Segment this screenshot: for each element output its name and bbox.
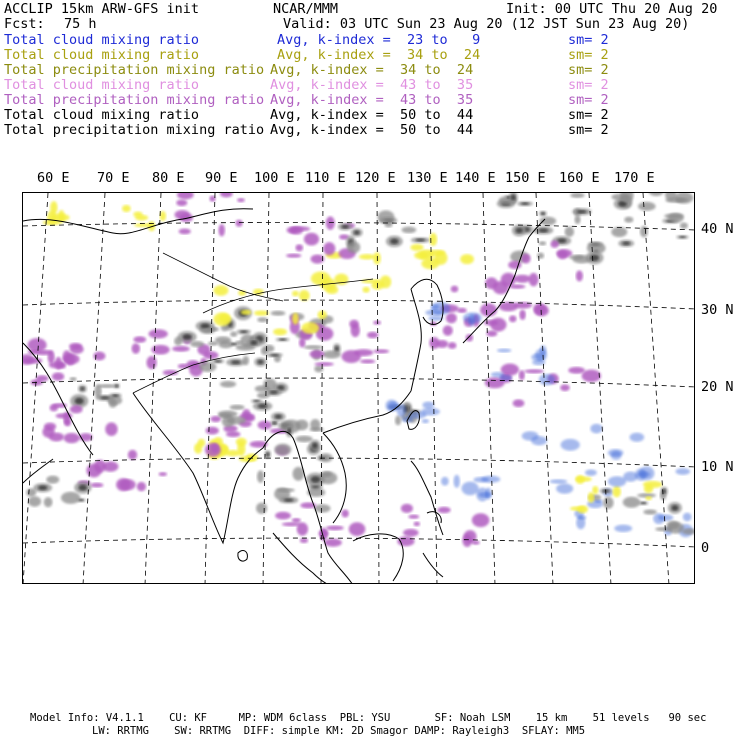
lon-label-9: 140 E <box>455 170 496 186</box>
mid-cloud-patch <box>70 405 83 413</box>
mid-cloud-patch <box>360 359 375 363</box>
fcst-value: 75 h <box>64 16 97 32</box>
mid-cloud-patch <box>556 249 572 257</box>
precip-cloud-patch <box>575 215 581 224</box>
mid-cloud-patch <box>560 384 570 391</box>
heavy-precip-core <box>354 230 360 234</box>
high-cloud-patch <box>588 492 595 503</box>
high-cloud-patch <box>292 291 299 297</box>
mid-cloud-patch <box>414 522 421 526</box>
mid-cloud-patch <box>466 334 474 341</box>
precip-cloud-patch <box>569 255 584 260</box>
precip-cloud-patch <box>271 311 286 316</box>
low-cloud-patch <box>556 483 573 493</box>
heavy-precip-core <box>679 236 685 238</box>
heavy-precip-core <box>416 239 426 242</box>
mid-cloud-patch <box>64 433 80 443</box>
map-canvas <box>23 193 695 584</box>
high-cloud-patch <box>50 201 57 214</box>
mid-cloud-patch <box>472 541 480 545</box>
heavy-precip-core <box>79 485 88 491</box>
mid-cloud-patch <box>326 216 335 229</box>
field-row-4-name: Total cloud mixing ratio <box>4 77 200 93</box>
mid-cloud-patch <box>342 350 362 363</box>
lon-label-3: 80 E <box>152 170 185 186</box>
mid-cloud-patch <box>52 372 64 380</box>
mid-cloud-patch <box>443 325 453 335</box>
lat-label-2: 30 N <box>701 302 734 318</box>
lon-label-7: 120 E <box>355 170 396 186</box>
high-cloud-patch <box>299 290 310 301</box>
heavy-precip-core <box>115 385 118 388</box>
mid-cloud-patch <box>49 432 64 441</box>
low-cloud-patch <box>481 476 500 483</box>
low-cloud-patch <box>550 479 568 483</box>
mid-cloud-patch <box>275 512 291 520</box>
field-row-3-avg: Avg, k-index = 34 to 24 <box>270 62 474 78</box>
precip-cloud-patch <box>276 488 294 492</box>
mid-cloud-patch <box>137 482 146 491</box>
heavy-precip-core <box>279 339 286 341</box>
mid-cloud-patch <box>324 539 342 547</box>
high-cloud-patch <box>122 205 131 212</box>
mid-cloud-patch <box>484 320 498 326</box>
field-row-5-name: Total precipitation mixing ratio <box>4 92 265 108</box>
mid-cloud-patch <box>315 362 334 366</box>
lon-label-4: 90 E <box>205 170 238 186</box>
precip-cloud-patch <box>539 241 546 245</box>
precip-cloud-patch <box>539 217 556 226</box>
heavy-precip-core <box>671 505 678 511</box>
lon-label-10: 150 E <box>505 170 546 186</box>
high-cloud-patch <box>575 476 592 481</box>
init-time: Init: 00 UTC Thu 20 Aug 20 <box>506 1 718 17</box>
precip-cloud-patch <box>256 503 267 514</box>
high-cloud-patch <box>592 486 598 494</box>
low-cloud-patch <box>479 492 493 497</box>
precip-cloud-patch <box>46 476 59 484</box>
precip-cloud-patch <box>230 405 245 410</box>
mid-cloud-patch <box>576 270 583 281</box>
mid-cloud-patch <box>550 240 559 248</box>
field-row-7-avg: Avg, k-index = 50 to 44 <box>270 122 474 138</box>
mid-cloud-patch <box>509 315 517 322</box>
high-cloud-patch <box>241 310 252 315</box>
mid-cloud-patch <box>218 224 224 236</box>
high-cloud-patch <box>359 254 375 260</box>
low-cloud-patch <box>497 348 511 352</box>
heavy-precip-core <box>182 334 191 340</box>
field-row-2-name: Total cloud mixing ratio <box>4 47 200 63</box>
mid-cloud-patch <box>176 200 187 207</box>
mid-cloud-patch <box>448 342 457 349</box>
heavy-precip-core <box>335 346 339 351</box>
low-cloud-patch <box>683 513 692 522</box>
field-row-1-sm: sm= 2 <box>568 32 609 48</box>
mid-cloud-patch <box>514 275 531 283</box>
mid-cloud-patch <box>282 522 301 526</box>
heavy-precip-core <box>215 360 221 362</box>
precip-cloud-patch <box>274 444 291 456</box>
precip-cloud-patch <box>257 470 264 482</box>
mid-cloud-patch <box>63 412 70 425</box>
heavy-precip-core <box>270 354 278 356</box>
mid-cloud-patch <box>36 350 52 355</box>
low-cloud-patch <box>561 439 580 451</box>
heavy-precip-core <box>312 443 317 449</box>
high-cloud-patch <box>214 312 232 326</box>
field-row-3-sm: sm= 2 <box>568 62 609 78</box>
high-cloud-patch <box>643 481 662 488</box>
heavy-precip-core <box>266 452 269 456</box>
valid-time: Valid: 03 UTC Sun 23 Aug 20 (12 JST Sun 23 Aug 20) <box>283 16 690 32</box>
heavy-precip-core <box>511 194 515 200</box>
low-cloud-patch <box>608 476 626 487</box>
mid-cloud-patch <box>349 320 359 329</box>
mid-cloud-patch <box>446 313 457 323</box>
high-cloud-patch <box>237 442 245 456</box>
mid-cloud-patch <box>485 277 498 289</box>
high-cloud-patch <box>311 272 331 286</box>
low-cloud-patch <box>531 436 547 445</box>
high-cloud-patch <box>613 486 621 497</box>
mid-cloud-patch <box>342 509 349 517</box>
mid-cloud-patch <box>292 518 301 523</box>
heavy-precip-core <box>275 414 282 418</box>
mid-cloud-patch <box>290 226 303 234</box>
mid-cloud-patch <box>63 354 80 365</box>
field-row-6-sm: sm= 2 <box>568 107 609 123</box>
field-row-1-avg: Avg, k-index = 23 to 9 <box>277 32 481 48</box>
precip-cloud-patch <box>323 350 341 358</box>
mid-cloud-patch <box>367 332 378 338</box>
mid-cloud-patch <box>36 375 49 381</box>
mid-cloud-patch <box>179 229 191 235</box>
precip-cloud-patch <box>668 213 684 223</box>
mid-cloud-patch <box>235 220 242 227</box>
mid-cloud-patch <box>300 538 308 543</box>
high-cloud-patch <box>292 313 299 325</box>
mid-cloud-patch <box>128 450 137 460</box>
low-cloud-patch <box>422 419 429 423</box>
mid-cloud-patch <box>177 193 194 199</box>
field-row-5-sm: sm= 2 <box>568 92 609 108</box>
field-row-7-sm: sm= 2 <box>568 122 609 138</box>
heavy-precip-core <box>80 387 85 391</box>
mid-cloud-patch <box>524 369 544 373</box>
heavy-precip-core <box>231 360 241 364</box>
heavy-precip-core <box>250 340 257 345</box>
mid-cloud-patch <box>258 421 272 430</box>
mid-cloud-patch <box>159 472 168 476</box>
mid-cloud-patch <box>513 399 525 407</box>
low-cloud-patch <box>577 515 586 519</box>
fcst-label: Fcst: <box>4 16 45 32</box>
lon-label-8: 130 E <box>407 170 448 186</box>
low-cloud-patch <box>635 469 646 481</box>
lat-label-3: 20 N <box>701 379 734 395</box>
mid-cloud-patch <box>210 416 221 422</box>
precip-cloud-patch <box>623 497 641 508</box>
mid-cloud-patch <box>451 286 459 293</box>
low-cloud-patch <box>608 449 623 457</box>
precip-cloud-patch <box>611 227 627 237</box>
mid-cloud-patch <box>94 460 106 473</box>
precip-cloud-patch <box>537 253 544 259</box>
high-cloud-patch <box>362 287 369 293</box>
mid-cloud-patch <box>326 526 344 531</box>
lat-label-4: 10 N <box>701 459 734 475</box>
precip-cloud-patch <box>226 416 246 424</box>
precip-cloud-patch <box>190 341 204 347</box>
field-row-6-avg: Avg, k-index = 50 to 44 <box>270 107 474 123</box>
heavy-precip-core <box>521 202 529 205</box>
heavy-precip-core <box>311 476 320 483</box>
lon-label-1: 60 E <box>37 170 70 186</box>
low-cloud-patch <box>539 374 555 385</box>
precip-cloud-patch <box>257 317 268 322</box>
high-cloud-patch <box>460 254 474 264</box>
mid-cloud-patch <box>172 346 190 352</box>
precip-cloud-patch <box>640 226 648 238</box>
high-cloud-patch <box>198 439 206 447</box>
heavy-precip-core <box>590 255 599 261</box>
heavy-precip-core <box>577 210 587 214</box>
high-cloud-patch <box>273 328 287 335</box>
field-row-1-name: Total cloud mixing ratio <box>4 32 200 48</box>
lon-label-2: 70 E <box>97 170 130 186</box>
mid-cloud-patch <box>462 534 472 547</box>
heavy-precip-core <box>622 242 630 246</box>
precip-cloud-patch <box>295 420 308 431</box>
high-cloud-patch <box>301 322 319 333</box>
low-cloud-patch <box>422 401 434 408</box>
mid-cloud-patch <box>401 504 413 513</box>
mid-cloud-patch <box>226 431 240 437</box>
mid-cloud-patch <box>148 329 167 338</box>
heavy-precip-core <box>100 396 109 399</box>
mid-cloud-patch <box>286 254 301 258</box>
mid-cloud-patch <box>237 198 245 202</box>
precip-cloud-patch <box>215 336 231 343</box>
heavy-precip-core <box>541 212 545 215</box>
precip-cloud-patch <box>199 362 216 372</box>
model-info-line1: Model Info: V4.1.1 CU: KF MP: WDM 6class PBL: YSU SF: Noah LSM 15 km 51 levels 90 sec <box>30 712 707 724</box>
heavy-precip-core <box>200 323 209 328</box>
precip-cloud-patch <box>638 202 656 211</box>
mid-cloud-patch <box>295 244 303 251</box>
high-cloud-patch <box>214 285 229 296</box>
heavy-precip-core <box>341 225 348 229</box>
lat-label-5: 0 <box>701 540 710 556</box>
mid-cloud-patch <box>472 513 490 527</box>
precip-cloud-patch <box>395 416 401 426</box>
mid-cloud-patch <box>90 483 103 488</box>
mid-cloud-patch <box>205 443 221 457</box>
precip-cloud-patch <box>203 328 212 333</box>
mid-cloud-patch <box>436 340 448 348</box>
precip-cloud-patch <box>643 509 656 514</box>
field-row-4-avg: Avg, k-index = 43 to 35 <box>270 77 474 93</box>
precip-cloud-patch <box>377 210 394 223</box>
high-cloud-patch <box>410 244 423 251</box>
lon-label-6: 110 E <box>305 170 346 186</box>
lon-label-12: 170 E <box>614 170 655 186</box>
precip-cloud-patch <box>648 193 664 196</box>
lon-label-11: 160 E <box>559 170 600 186</box>
heavy-precip-core <box>272 422 276 425</box>
precip-cloud-patch <box>624 217 633 223</box>
high-cloud-patch <box>570 506 585 510</box>
mid-cloud-patch <box>242 409 250 419</box>
field-row-5-avg: Avg, k-index = 43 to 35 <box>270 92 474 108</box>
heavy-precip-core <box>232 343 237 345</box>
low-cloud-patch <box>675 468 690 475</box>
precip-cloud-patch <box>61 492 80 504</box>
heavy-precip-core <box>641 502 646 504</box>
precip-cloud-patch <box>304 345 323 349</box>
mid-cloud-patch <box>529 273 539 287</box>
precip-cloud-patch <box>44 497 53 507</box>
mid-cloud-patch <box>349 522 366 536</box>
low-cloud-patch <box>425 310 442 316</box>
precip-cloud-patch <box>676 198 689 202</box>
mid-cloud-patch <box>519 370 525 380</box>
precip-cloud-patch <box>347 241 360 253</box>
low-cloud-patch <box>469 314 475 326</box>
heavy-precip-core <box>240 330 247 333</box>
lat-label-1: 40 N <box>701 221 734 237</box>
mid-cloud-patch <box>568 367 585 374</box>
field-row-2-sm: sm= 2 <box>568 47 609 63</box>
high-cloud-patch <box>254 310 269 315</box>
low-cloud-patch <box>614 525 632 532</box>
mid-cloud-patch <box>146 356 156 369</box>
heavy-precip-core <box>284 498 294 502</box>
low-cloud-patch <box>461 482 478 496</box>
low-cloud-patch <box>499 375 512 381</box>
field-row-3-name: Total precipitation mixing ratio <box>4 62 265 78</box>
heavy-precip-core <box>516 228 523 234</box>
mid-cloud-patch <box>403 529 419 537</box>
mid-cloud-patch <box>323 242 335 255</box>
heavy-precip-core <box>79 499 83 501</box>
precip-cloud-patch <box>315 504 331 513</box>
precip-cloud-patch <box>230 331 237 336</box>
mid-cloud-patch <box>28 338 47 352</box>
low-cloud-patch <box>454 475 460 488</box>
precip-cloud-patch <box>587 242 606 254</box>
center-label: NCAR/MMM <box>273 1 339 17</box>
heavy-precip-core <box>538 228 548 232</box>
precip-cloud-patch <box>565 226 574 236</box>
mid-cloud-patch <box>206 427 219 435</box>
heavy-precip-core <box>557 238 566 243</box>
mid-cloud-patch <box>304 233 319 246</box>
mid-cloud-patch <box>311 254 325 263</box>
mid-cloud-patch <box>438 507 451 513</box>
mid-cloud-patch <box>519 310 526 320</box>
mid-cloud-patch <box>116 478 130 491</box>
precip-cloud-patch <box>402 227 417 234</box>
field-row-4-sm: sm= 2 <box>568 77 609 93</box>
low-cloud-patch <box>630 433 645 442</box>
precip-cloud-patch <box>680 222 688 228</box>
lon-label-5: 100 E <box>254 170 295 186</box>
mid-cloud-patch <box>408 515 419 519</box>
heavy-precip-core <box>38 485 47 490</box>
mid-cloud-patch <box>151 345 170 355</box>
field-row-2-avg: Avg, k-index = 34 to 24 <box>277 47 481 63</box>
precip-cloud-patch <box>70 377 77 381</box>
precip-cloud-patch <box>667 521 680 530</box>
map-panel <box>22 192 695 584</box>
mid-cloud-patch <box>486 330 497 336</box>
precip-cloud-patch <box>570 193 584 198</box>
mid-cloud-patch <box>133 336 146 343</box>
high-cloud-patch <box>160 211 166 221</box>
precip-cloud-patch <box>296 436 313 443</box>
heavy-precip-core <box>257 360 263 365</box>
field-row-7-name: Total precipitation mixing ratio <box>4 122 265 138</box>
heavy-precip-core <box>75 398 84 405</box>
model-info-line2: LW: RRTMG SW: RRTMG DIFF: simple KM: 2D Smagor DAMP: Rayleigh3 SFLAY: MM5 <box>92 725 586 737</box>
mid-cloud-patch <box>220 193 233 197</box>
precip-cloud-patch <box>174 337 182 346</box>
heavy-precip-core <box>269 390 278 394</box>
low-cloud-patch <box>658 514 673 520</box>
field-row-6-name: Total cloud mixing ratio <box>4 107 200 123</box>
precip-cloud-patch <box>28 496 41 506</box>
mid-cloud-patch <box>499 302 518 311</box>
model-title: ACCLIP 15km ARW-GFS init <box>4 1 200 17</box>
heavy-precip-core <box>254 400 260 402</box>
mid-cloud-patch <box>582 370 601 382</box>
heavy-precip-core <box>390 239 398 245</box>
mid-cloud-patch <box>373 321 381 325</box>
precip-cloud-patch <box>293 467 305 481</box>
mid-cloud-patch <box>44 423 56 431</box>
mid-cloud-patch <box>132 343 141 354</box>
low-cloud-patch <box>441 477 449 486</box>
mid-cloud-patch <box>49 404 58 411</box>
mid-cloud-patch <box>70 345 84 354</box>
low-cloud-patch <box>585 469 597 475</box>
mid-cloud-patch <box>93 352 105 361</box>
high-cloud-patch <box>645 496 652 500</box>
mid-cloud-patch <box>105 422 117 436</box>
high-cloud-patch <box>135 215 148 221</box>
precip-cloud-patch <box>220 381 236 388</box>
precip-cloud-patch <box>603 497 613 509</box>
mid-cloud-patch <box>521 254 530 264</box>
low-cloud-patch <box>590 424 602 434</box>
precip-cloud-patch <box>109 399 117 408</box>
mid-cloud-patch <box>480 303 497 316</box>
mid-cloud-patch <box>373 349 389 353</box>
